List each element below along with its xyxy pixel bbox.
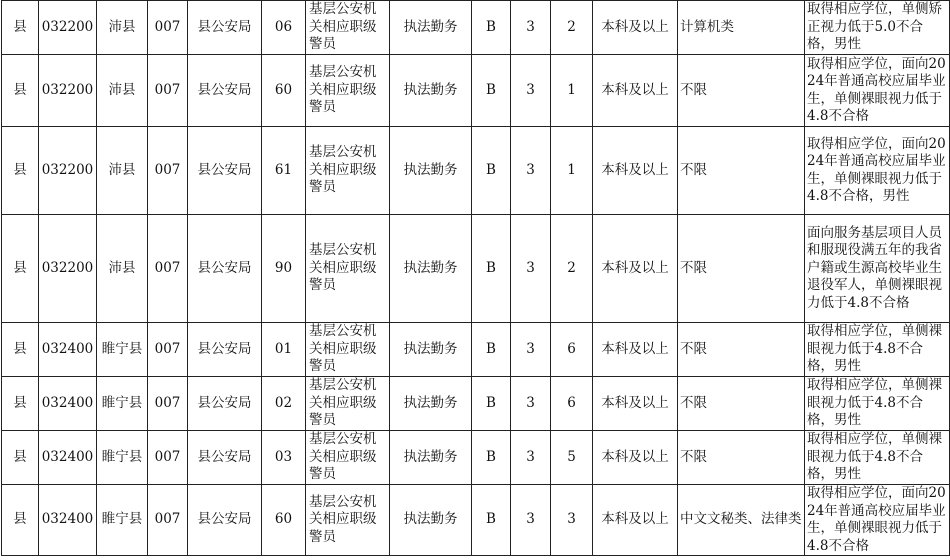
duty-cell: 执法勤务 (390, 127, 472, 215)
duty-cell: 执法勤务 (390, 485, 472, 556)
education-cell: 本科及以上 (593, 377, 678, 431)
duty-cell: 执法勤务 (390, 323, 472, 377)
level-cell: 县 (2, 127, 39, 215)
position-name-cell: 基层公安机关相应职级警员 (306, 215, 390, 323)
position-code-cell: 02 (262, 377, 306, 431)
ratio-cell: 3 (511, 323, 551, 377)
position-code-cell: 03 (262, 431, 306, 485)
dept-code-cell: 007 (148, 215, 188, 323)
position-name-cell: 基层公安机关相应职级警员 (306, 431, 390, 485)
position-code-cell: 61 (262, 127, 306, 215)
position-code-cell: 01 (262, 323, 306, 377)
county-cell: 沛县 (97, 127, 148, 215)
duty-cell: 执法勤务 (390, 431, 472, 485)
table-row (2, 485, 950, 556)
education-cell: 本科及以上 (593, 431, 678, 485)
education-cell: 本科及以上 (593, 215, 678, 323)
dept-cell: 县公安局 (188, 377, 262, 431)
exam-type-cell: B (472, 1, 511, 55)
notes-cell: 取得相应学位，单侧裸眼视力低于4.8不合格，男性 (805, 431, 950, 485)
ratio-cell: 3 (511, 127, 551, 215)
exam-type-cell: B (472, 323, 511, 377)
major-cell: 计算机类 (678, 1, 805, 55)
notes-cell: 取得相应学位，面向2024年普通高校应届毕业生，单侧裸眼视力低于4.8不合格 (805, 55, 950, 127)
ratio-cell: 3 (511, 485, 551, 556)
notes-cell: 取得相应学位，面向2024年普通高校应届毕业生，单侧裸眼视力低于4.8不合格，男性 (805, 127, 950, 215)
position-name-cell: 基层公安机关相应职级警员 (306, 127, 390, 215)
table-row (2, 1, 950, 55)
county-cell: 睢宁县 (97, 485, 148, 556)
duty-cell: 执法勤务 (390, 215, 472, 323)
position-name-cell: 基层公安机关相应职级警员 (306, 323, 390, 377)
exam-type-cell: B (472, 215, 511, 323)
position-name-cell: 基层公安机关相应职级警员 (306, 1, 390, 55)
duty-cell: 执法勤务 (390, 1, 472, 55)
major-cell: 不限 (678, 127, 805, 215)
exam-type-cell: B (472, 55, 511, 127)
ratio-cell: 3 (511, 431, 551, 485)
table-row (2, 55, 950, 127)
level-cell: 县 (2, 1, 39, 55)
exam-type-cell: B (472, 431, 511, 485)
dept-code-cell: 007 (148, 55, 188, 127)
count-cell: 2 (551, 1, 593, 55)
count-cell: 6 (551, 323, 593, 377)
org-code-cell: 032400 (39, 377, 97, 431)
dept-code-cell: 007 (148, 431, 188, 485)
notes-cell: 取得相应学位，单侧矫正视力低于5.0不合格，男性 (805, 1, 950, 55)
level-cell: 县 (2, 55, 39, 127)
major-cell: 不限 (678, 377, 805, 431)
org-code-cell: 032400 (39, 485, 97, 556)
org-code-cell: 032200 (39, 1, 97, 55)
count-cell: 3 (551, 485, 593, 556)
count-cell: 1 (551, 55, 593, 127)
dept-code-cell: 007 (148, 485, 188, 556)
notes-cell: 取得相应学位，单侧裸眼视力低于4.8不合格，男性 (805, 323, 950, 377)
org-code-cell: 032400 (39, 431, 97, 485)
exam-type-cell: B (472, 377, 511, 431)
table-row (2, 127, 950, 215)
duty-cell: 执法勤务 (390, 55, 472, 127)
major-cell: 不限 (678, 323, 805, 377)
table-row (2, 377, 950, 431)
education-cell: 本科及以上 (593, 127, 678, 215)
dept-cell: 县公安局 (188, 431, 262, 485)
count-cell: 6 (551, 377, 593, 431)
dept-cell: 县公安局 (188, 1, 262, 55)
position-code-cell: 60 (262, 55, 306, 127)
ratio-cell: 3 (511, 55, 551, 127)
level-cell: 县 (2, 215, 39, 323)
major-cell: 不限 (678, 55, 805, 127)
education-cell: 本科及以上 (593, 485, 678, 556)
table-row (2, 431, 950, 485)
dept-cell: 县公安局 (188, 55, 262, 127)
county-cell: 睢宁县 (97, 431, 148, 485)
recruitment-table (1, 0, 950, 556)
notes-cell: 取得相应学位，面向2024年普通高校应届毕业生，单侧裸眼视力低于4.8不合格 (805, 485, 950, 556)
dept-code-cell: 007 (148, 323, 188, 377)
position-name-cell: 基层公安机关相应职级警员 (306, 55, 390, 127)
position-name-cell: 基层公安机关相应职级警员 (306, 377, 390, 431)
count-cell: 2 (551, 215, 593, 323)
table-row (2, 323, 950, 377)
education-cell: 本科及以上 (593, 323, 678, 377)
dept-cell: 县公安局 (188, 127, 262, 215)
county-cell: 睢宁县 (97, 377, 148, 431)
org-code-cell: 032200 (39, 127, 97, 215)
position-code-cell: 06 (262, 1, 306, 55)
county-cell: 睢宁县 (97, 323, 148, 377)
dept-cell: 县公安局 (188, 485, 262, 556)
education-cell: 本科及以上 (593, 55, 678, 127)
position-name-cell: 基层公安机关相应职级警员 (306, 485, 390, 556)
dept-code-cell: 007 (148, 377, 188, 431)
notes-cell: 面向服务基层项目人员和服现役满五年的我省户籍或生源高校毕业生退役军人，单侧裸眼视力低于4.8不合格 (805, 215, 950, 323)
exam-type-cell: B (472, 127, 511, 215)
duty-cell: 执法勤务 (390, 377, 472, 431)
dept-cell: 县公安局 (188, 323, 262, 377)
count-cell: 1 (551, 127, 593, 215)
notes-cell: 取得相应学位，单侧裸眼视力低于4.8不合格，男性 (805, 377, 950, 431)
major-cell: 不限 (678, 215, 805, 323)
dept-code-cell: 007 (148, 1, 188, 55)
ratio-cell: 3 (511, 215, 551, 323)
major-cell: 中文文秘类、法律类 (678, 485, 805, 556)
count-cell: 5 (551, 431, 593, 485)
org-code-cell: 032200 (39, 215, 97, 323)
level-cell: 县 (2, 485, 39, 556)
exam-type-cell: B (472, 485, 511, 556)
county-cell: 沛县 (97, 55, 148, 127)
position-code-cell: 60 (262, 485, 306, 556)
ratio-cell: 3 (511, 1, 551, 55)
county-cell: 沛县 (97, 1, 148, 55)
org-code-cell: 032400 (39, 323, 97, 377)
level-cell: 县 (2, 323, 39, 377)
level-cell: 县 (2, 431, 39, 485)
education-cell: 本科及以上 (593, 1, 678, 55)
table-row (2, 215, 950, 323)
dept-code-cell: 007 (148, 127, 188, 215)
ratio-cell: 3 (511, 377, 551, 431)
level-cell: 县 (2, 377, 39, 431)
county-cell: 沛县 (97, 215, 148, 323)
major-cell: 不限 (678, 431, 805, 485)
org-code-cell: 032200 (39, 55, 97, 127)
position-code-cell: 90 (262, 215, 306, 323)
dept-cell: 县公安局 (188, 215, 262, 323)
